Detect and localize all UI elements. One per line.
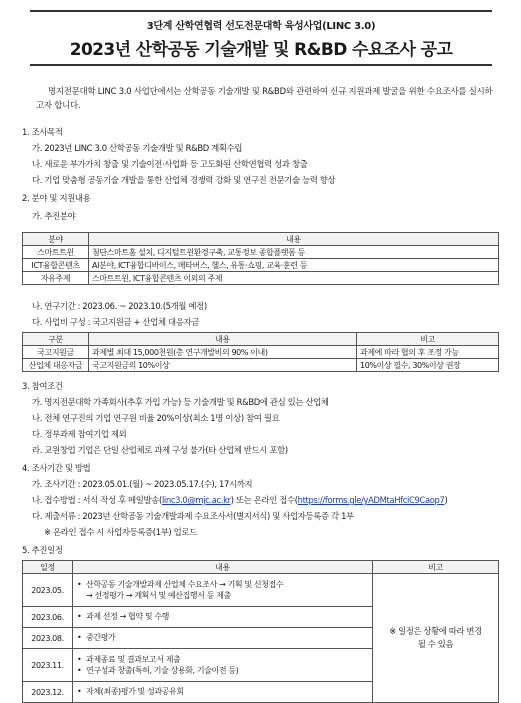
method-suffix: ) — [444, 495, 448, 505]
section-4-title: 4. 조사기간 및 방법 — [22, 463, 91, 473]
page-subtitle: 3단계 산학연협력 선도전문대학 육성사업(LINC 3.0) — [146, 21, 376, 32]
table-cell: AI분야, ICT융합디바이스, 메타버스, 헬스, 유통·쇼핑, 교육·훈련 등 — [89, 259, 499, 272]
table-cell: 스마트트윈, ICT융합콘텐츠 이외의 주제 — [89, 272, 499, 285]
required-documents: 다. 제출서류 : 2023년 산학공동 기술개발과제 수요조사서(별지서식) 및 사업자등록증 각 1부 — [32, 511, 354, 521]
schedule-line: • 자체(최종)평가 및 성과공유회 — [76, 686, 369, 698]
budget-composition: 다. 사업비 구성 : 국고지원금 + 산업체 대응자금 — [32, 317, 199, 327]
schedule-date: 2023.06. — [23, 607, 73, 628]
budget-table — [22, 332, 499, 372]
table-row — [23, 574, 499, 607]
schedule-table — [22, 560, 499, 703]
page-title: 2023년 산학공동 기술개발 및 R&BD 수요조사 공고 — [69, 40, 453, 60]
table-header: 내용 — [73, 561, 373, 574]
schedule-remark: ※ 일정은 상황에 따라 변경될 수 있음 — [373, 574, 499, 703]
table-row — [23, 346, 499, 359]
section-1-item: 가. 2023년 LINC 3.0 산학공동 기술개발 및 R&BD 계획수립 — [32, 143, 243, 153]
schedule-line: • 연구성과 창출(특허, 기술 상용화, 기술이전 등) — [76, 665, 369, 677]
section-2-title: 2. 분야 및 지원내용 — [22, 193, 91, 203]
table-cell: 첨단스마트홈 설치, 디지털트윈환경구축, 교통정보 종합플랫폼 등 — [89, 246, 499, 259]
schedule-date: 2023.11. — [23, 649, 73, 682]
schedule-line: • 과제종료 및 결과보고서 제출 — [76, 654, 369, 666]
table-cell: 과제에 따라 협의 후 조정 가능 — [357, 346, 499, 359]
section-3-item: 다. 정부과제 참여기업 제외 — [32, 429, 127, 439]
section-3-item: 가. 명지전문대학 가족회사(추후 가입 가능) 등 기술개발 및 R&BD에 관심 있는 산업체 — [32, 397, 329, 407]
table-cell: ICT융합콘텐츠 — [23, 259, 89, 272]
table-cell: 국고지원금의 10%이상 — [89, 359, 357, 372]
schedule-content — [73, 682, 373, 703]
table-row — [23, 246, 499, 259]
table-header: 비고 — [373, 561, 499, 574]
intro-paragraph: 명지전문대학 LINC 3.0 사업단에서는 산학공동 기술개발 및 R&BD와 관련하여 신규 지원과제 발굴을 위한 수요조사를 실시하고자 합니다. — [36, 86, 493, 110]
schedule-date: 2023.12. — [23, 682, 73, 703]
table-header: 비고 — [357, 333, 499, 346]
table-header: 일정 — [23, 561, 73, 574]
title-box — [30, 10, 492, 66]
method-middle: ) 또는 온라인 접수( — [230, 495, 298, 505]
schedule-content — [73, 574, 373, 607]
table-header: 내용 — [89, 333, 357, 346]
submission-method — [32, 494, 447, 506]
schedule-date: 2023.08. — [23, 628, 73, 649]
schedule-line: • 산학공동 기술개발과제 산업체 수요조사 → 기획 및 신청접수 — [76, 579, 369, 591]
section-2-sub-a: 가. 추진분야 — [32, 211, 76, 221]
table-row — [23, 359, 499, 372]
table-row — [23, 272, 499, 285]
schedule-content — [73, 649, 373, 682]
schedule-date: 2023.05. — [23, 574, 73, 607]
online-note: ※ 온라인 접수 시 사업자등록증(1부) 업로드 — [44, 527, 197, 537]
schedule-content — [73, 628, 373, 649]
table-cell: 10%이상 필수, 30%이상 권장 — [357, 359, 499, 372]
section-3-item: 라. 교원창업 기업은 단일 산업체로 과제 구성 불가(타 산업체 반드시 포함) — [32, 445, 288, 455]
table-header: 구분 — [23, 333, 89, 346]
table-row — [23, 259, 499, 272]
section-1-item: 다. 기업 맞춤형 공동기술 개발을 통한 산업체 경쟁력 강화 및 연구진 전문기술 능력 향상 — [32, 175, 336, 185]
schedule-line: • 과제 선정 → 협약 및 수행 — [76, 611, 369, 623]
schedule-line: • 중간평가 — [76, 632, 369, 644]
schedule-content — [73, 607, 373, 628]
table-cell: 과제별 최대 15,000천원(총 연구개발비의 90% 이내) — [89, 346, 357, 359]
research-period: 나. 연구기간 : 2023.06. ~ 2023.10.(5개월 예정) — [32, 301, 207, 311]
table-cell: 자유주제 — [23, 272, 89, 285]
fields-table — [22, 232, 499, 285]
table-cell: 국고지원금 — [23, 346, 89, 359]
section-3-title: 3. 참여조건 — [22, 381, 63, 391]
schedule-line: → 선정평가 → 계획서 및 예산집행서 등 제출 — [86, 591, 231, 600]
table-header: 내용 — [89, 233, 499, 246]
table-cell: 스마트트윈 — [23, 246, 89, 259]
section-1-title: 1. 조사목적 — [22, 127, 63, 137]
online-form-link[interactable]: https://forms.gle/yADMtaHfciC9Caop7 — [297, 495, 445, 505]
table-cell: 산업체 대응자금 — [23, 359, 89, 372]
method-prefix: 나. 접수방법 : 서식 작성 후 메일발송( — [32, 495, 162, 505]
section-1-item: 나. 새로운 부가가치 창출 및 기술이전·사업화 등 고도화된 산학연협력 성과 창출 — [32, 159, 308, 169]
email-link[interactable]: linc3.0@mjc.ac.kr — [161, 495, 231, 505]
section-3-item: 나. 전체 연구진의 기업 연구원 비율 20%이상(최소 1명 이상) 참여 필요 — [32, 413, 280, 423]
table-header: 분야 — [23, 233, 89, 246]
section-5-title: 5. 추진일정 — [22, 545, 63, 555]
survey-period: 가. 조사기간 : 2023.05.01.(월) ~ 2023.05.17.(수), 17시까지 — [32, 479, 253, 489]
